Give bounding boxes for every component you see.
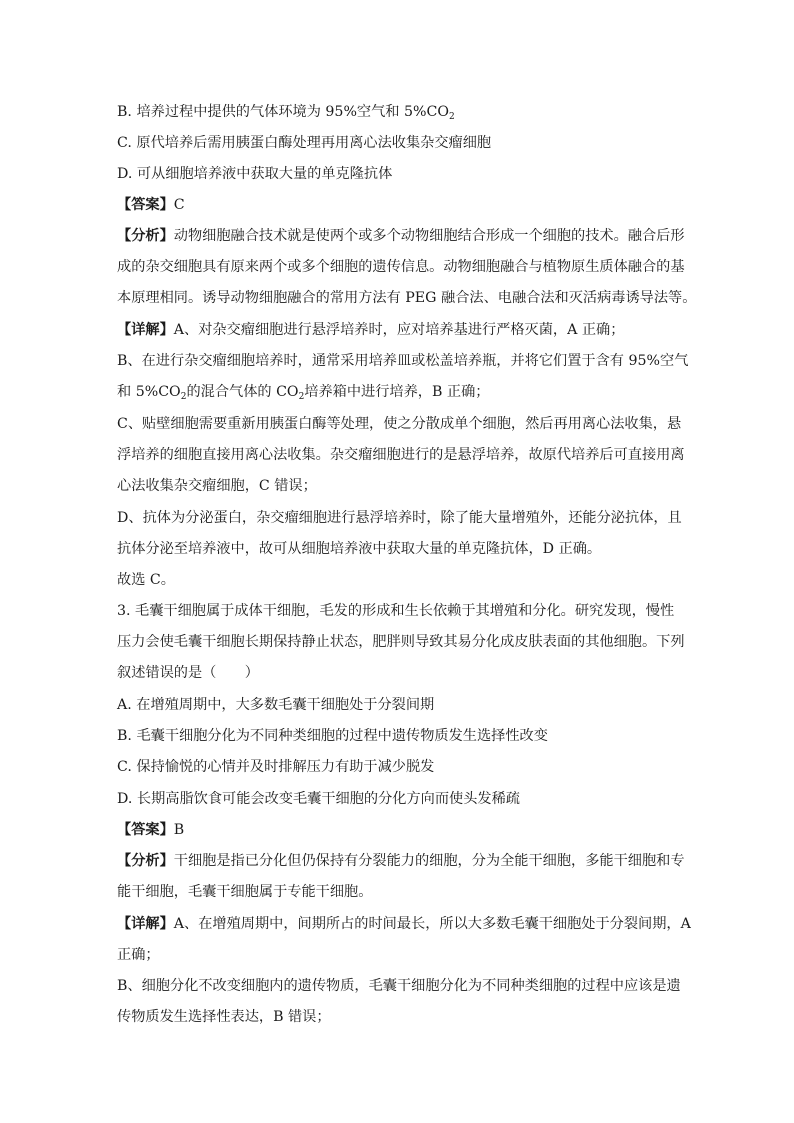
q3-analysis-line: 能干细胞，毛囊干细胞属于专能干细胞。 — [117, 884, 373, 900]
q2-analysis-line — [117, 226, 693, 246]
q3-detail-line: B、细胞分化不改变细胞内的遗传物质，毛囊干细胞分化为不同种类细胞的过程中应该是遗 — [117, 978, 681, 994]
detail-tag: 【详解】 — [117, 916, 174, 932]
q2-option-d — [117, 164, 693, 184]
subscript: 2 — [298, 392, 305, 402]
analysis-text: 动物细胞融合技术就是使两个或多个动物细胞结合形成一个细胞的技术。融合后形 — [173, 228, 685, 244]
q3-detail-line: 传物质发生选择性表达，B 错误； — [117, 1009, 331, 1025]
q2-detail-line — [117, 320, 693, 340]
answer-tag: 【答案】 — [117, 197, 174, 213]
option-text: 长期高脂饮食可能会改变毛囊干细胞的分化方向而使头发稀疏 — [136, 791, 520, 807]
detail-text: 培养箱中进行培养，B 正确； — [304, 384, 490, 400]
option-label: B. — [117, 728, 132, 744]
q2-detail-line: C、贴壁细胞需要重新用胰蛋白酶等处理，使之分散成单个细胞，然后再用离心法收集，悬 — [117, 416, 682, 432]
detail-text: 和 5%CO — [117, 384, 181, 400]
q2-analysis-line: 本原理相同。诱导动物细胞融合的常用方法有 PEG 融合法、电融合法和灭活病毒诱导法等。 — [117, 290, 697, 306]
q2-detail-line: 心法收集杂交瘤细胞，C 错误； — [117, 478, 317, 494]
option-label: C. — [117, 759, 132, 775]
option-text: 毛囊干细胞分化为不同种类细胞的过程中遗传物质发生选择性改变 — [136, 728, 548, 744]
option-text: 培养过程中提供的气体环境为 95%空气和 5%CO — [136, 104, 450, 120]
answer-value: C — [173, 197, 185, 213]
option-text: 原代培养后需用胰蛋白酶处理再用离心法收集杂交瘤细胞 — [136, 135, 492, 151]
option-label: D. — [117, 166, 133, 182]
q3-detail-line: 正确； — [117, 947, 160, 963]
q2-answer — [117, 195, 693, 215]
q2-conclusion: 故选 C。 — [117, 572, 175, 588]
q3-detail-line — [117, 914, 693, 934]
subscript: 2 — [180, 392, 187, 402]
q2-option-b — [117, 102, 693, 122]
q3-stem-line: 3. 毛囊干细胞属于成体干细胞，毛发的形成和生长依赖于其增殖和分化。研究发现，慢性 — [117, 603, 675, 619]
q3-analysis-line — [117, 851, 693, 871]
analysis-tag: 【分析】 — [117, 853, 174, 869]
option-label: B. — [117, 104, 132, 120]
option-text: 可从细胞培养液中获取大量的单克隆抗体 — [136, 166, 393, 182]
q2-detail-line: 抗体分泌至培养液中，故可从细胞培养液中获取大量的单克隆抗体，D 正确。 — [117, 541, 602, 557]
detail-text: A、对杂交瘤细胞进行悬浮培养时，应对培养基进行严格灭菌，A 正确； — [173, 322, 625, 338]
q3-option-b — [117, 726, 693, 746]
analysis-text: 干细胞是指已分化但仍保持有分裂能力的细胞，分为全能干细胞，多能干细胞和专 — [173, 853, 685, 869]
q3-option-d — [117, 789, 693, 809]
q3-answer — [117, 820, 693, 840]
q2-detail-line: D、抗体为分泌蛋白，杂交瘤细胞进行悬浮培养时，除了能大量增殖外，还能分泌抗体，且 — [117, 510, 682, 526]
option-label: A. — [117, 697, 132, 713]
subscript: 2 — [449, 112, 455, 122]
q2-detail-line: 浮培养的细胞直接用离心法收集。杂交瘤细胞进行的是悬浮培养，故原代培养后可直接用离 — [117, 447, 685, 463]
option-label: D. — [117, 791, 133, 807]
q3-option-c — [117, 757, 693, 777]
q2-detail-line: B、在进行杂交瘤细胞培养时，通常采用培养皿或松盖培养瓶，并将它们置于含有 95%空气 — [117, 353, 689, 369]
q3-stem-line: 叙述错误的是（ ） — [117, 665, 259, 681]
option-label: C. — [117, 135, 132, 151]
detail-text: A、在增殖周期中，间期所占的时间最长，所以大多数毛囊干细胞处于分裂间期，A — [173, 916, 691, 932]
analysis-tag: 【分析】 — [117, 228, 174, 244]
q2-option-c — [117, 133, 693, 153]
q2-analysis-line: 成的杂交细胞具有原来两个或多个细胞的遗传信息。动物细胞融合与植物原生质体融合的基 — [117, 259, 685, 275]
detail-tag: 【详解】 — [117, 322, 174, 338]
option-text: 保持愉悦的心情并及时排解压力有助于减少脱发 — [136, 759, 435, 775]
q3-option-a — [117, 695, 693, 715]
q2-detail-line — [117, 382, 693, 402]
q3-stem-line: 压力会使毛囊干细胞长期保持静止状态，肥胖则导致其易分化成皮肤表面的其他细胞。下列 — [117, 634, 685, 650]
detail-text: 的混合气体的 CO — [186, 384, 299, 400]
option-text: 在增殖周期中，大多数毛囊干细胞处于分裂间期 — [136, 697, 435, 713]
answer-value: B — [173, 822, 185, 838]
answer-tag: 【答案】 — [117, 822, 174, 838]
